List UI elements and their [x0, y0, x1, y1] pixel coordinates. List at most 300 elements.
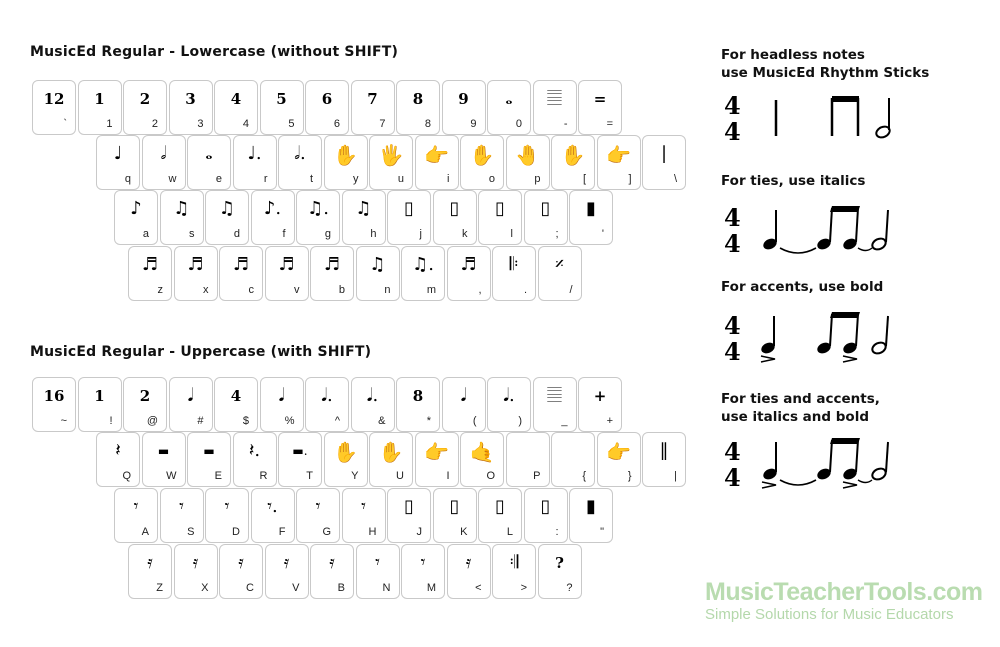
key-glyph: 𝄿 — [329, 552, 335, 573]
key-label: m — [426, 284, 436, 296]
key-label: U — [396, 470, 404, 482]
key-label: k — [462, 228, 468, 240]
key-glyph[interactable] — [401, 246, 445, 301]
key-label: M — [426, 582, 436, 594]
key-glyph[interactable] — [305, 377, 349, 432]
key-glyph: 👉 — [424, 143, 449, 167]
time-signature-bottom: 4 — [724, 463, 741, 492]
key-glyph: 12 — [43, 90, 65, 108]
key-glyph[interactable] — [387, 190, 431, 245]
key-glyph: ♪. — [263, 198, 282, 219]
key-glyph: 𝅝 — [205, 143, 213, 164]
hint-line: For headless notes — [721, 47, 865, 63]
key-label: N — [382, 582, 391, 594]
key-glyph: ▮ — [586, 198, 596, 219]
key-glyph: 𝄿 — [147, 552, 153, 573]
key-glyph[interactable] — [32, 80, 76, 135]
key-label: ' — [601, 228, 604, 240]
key-glyph[interactable] — [310, 246, 354, 301]
key-label: b — [338, 284, 345, 296]
key-glyph[interactable] — [538, 544, 582, 599]
example-accents — [722, 308, 902, 372]
key-label: L — [506, 526, 513, 538]
key-glyph[interactable] — [569, 190, 613, 245]
key-label: A — [141, 526, 149, 538]
key-glyph: ♩. — [247, 143, 262, 164]
key-label: T — [306, 470, 313, 482]
key-glyph[interactable] — [114, 190, 158, 245]
key-label: W — [166, 470, 177, 482]
key-glyph: 𝄚 — [547, 385, 562, 406]
key-glyph: ▬. — [292, 444, 308, 458]
key-label: ? — [566, 582, 573, 594]
key-label: O — [486, 470, 495, 482]
tie-curve — [858, 480, 872, 483]
key-glyph: 5 — [276, 90, 287, 108]
key-label: z — [157, 284, 163, 296]
key-label: " — [600, 526, 604, 538]
key-glyph: 𝅘𝅥. — [503, 385, 515, 406]
key-glyph[interactable] — [78, 377, 122, 432]
key-glyph[interactable] — [506, 432, 550, 487]
key-glyph[interactable] — [296, 488, 340, 543]
key-glyph[interactable] — [478, 190, 522, 245]
key-glyph: | — [660, 143, 668, 164]
key-glyph: 𝄽 — [115, 440, 121, 461]
key-glyph[interactable] — [169, 377, 213, 432]
key-label: @ — [146, 415, 158, 427]
key-glyph[interactable] — [78, 80, 122, 135]
key-glyph[interactable] — [356, 544, 400, 599]
key-label: d — [233, 228, 240, 240]
key-label: Q — [122, 470, 131, 482]
key-label: V — [292, 582, 300, 594]
key-label: E — [214, 470, 222, 482]
key-glyph — [507, 438, 549, 464]
note-stem — [830, 314, 832, 346]
example-ties — [722, 200, 902, 264]
key-glyph[interactable] — [433, 190, 477, 245]
key-glyph[interactable] — [401, 544, 445, 599]
key-label: x — [203, 284, 209, 296]
key-label: + — [606, 415, 613, 427]
key-label: Y — [351, 470, 359, 482]
key-glyph: = — [593, 90, 607, 108]
accent-mark — [843, 356, 857, 362]
key-glyph[interactable] — [578, 377, 622, 432]
key-glyph[interactable] — [142, 135, 186, 190]
key-glyph[interactable] — [324, 135, 368, 190]
key-label: { — [582, 470, 586, 482]
key-label: : — [555, 526, 559, 538]
key-glyph[interactable] — [310, 544, 354, 599]
key-glyph: 𝄆 — [509, 254, 519, 275]
key-glyph[interactable] — [305, 80, 349, 135]
key-glyph[interactable] — [324, 432, 368, 487]
key-glyph[interactable] — [251, 488, 295, 543]
key-glyph: 𝄾 — [224, 496, 230, 517]
key-glyph[interactable] — [114, 488, 158, 543]
key-glyph: 𝄿 — [465, 552, 472, 573]
key-glyph: 3 — [185, 90, 196, 108]
key-label: > — [520, 582, 527, 594]
key-label: y — [353, 173, 359, 185]
key-glyph[interactable] — [447, 544, 491, 599]
key-label: j — [419, 228, 422, 240]
accent-mark — [843, 482, 857, 488]
key-glyph: 𝅘𝅥 — [460, 385, 467, 406]
key-glyph: ♬ — [187, 254, 204, 275]
key-label: o — [488, 173, 495, 185]
key-label: w — [168, 173, 177, 185]
key-glyph: ✋ — [333, 440, 358, 464]
key-glyph: 𝅘𝅥 — [187, 385, 194, 406]
hint-line: For ties, use italics — [721, 173, 866, 189]
key-label: , — [478, 284, 482, 296]
key-label: < — [475, 582, 482, 594]
key-glyph[interactable] — [415, 135, 459, 190]
key-glyph[interactable] — [214, 377, 258, 432]
key-label: q — [124, 173, 131, 185]
key-glyph: ▬ — [203, 444, 215, 458]
key-glyph[interactable] — [342, 190, 386, 245]
key-glyph: ▯ — [404, 496, 414, 517]
key-glyph[interactable] — [142, 432, 186, 487]
key-glyph[interactable] — [205, 488, 249, 543]
key-glyph[interactable] — [478, 488, 522, 543]
key-label: 7 — [379, 118, 386, 130]
key-label: i — [447, 173, 450, 185]
key-label: * — [426, 415, 431, 427]
key-glyph[interactable] — [396, 377, 440, 432]
key-glyph[interactable] — [415, 432, 459, 487]
key-glyph: 𝅘𝅥. — [366, 385, 379, 406]
key-glyph[interactable] — [278, 432, 322, 487]
key-glyph[interactable] — [524, 488, 568, 543]
key-label: u — [397, 173, 404, 185]
key-label: } — [627, 470, 632, 482]
key-label: C — [246, 582, 254, 594]
key-label: s — [189, 228, 195, 240]
key-label: c — [248, 284, 254, 296]
key-glyph: ♫. — [307, 198, 329, 219]
accent-mark — [762, 482, 776, 488]
key-glyph[interactable] — [569, 488, 613, 543]
key-glyph[interactable] — [492, 544, 536, 599]
example-ties-accents — [722, 434, 902, 498]
key-label: D — [232, 526, 240, 538]
key-glyph: ♬ — [141, 254, 159, 275]
key-label: 0 — [515, 118, 522, 130]
key-glyph[interactable] — [460, 432, 504, 487]
key-label: | — [674, 470, 677, 482]
time-signature-bottom: 4 — [724, 337, 741, 366]
key-glyph[interactable] — [506, 135, 550, 190]
key-glyph: 𝄾. — [267, 496, 278, 517]
lowercase-title: MusicEd Regular - Lowercase (without SHIFT) — [30, 44, 399, 60]
key-glyph: ▯ — [404, 198, 414, 219]
uppercase-title: MusicEd Regular - Uppercase (with SHIFT) — [30, 344, 372, 360]
note-stem — [830, 208, 832, 242]
key-glyph[interactable] — [233, 432, 277, 487]
key-glyph: ♬ — [323, 254, 341, 275]
key-glyph: ▯ — [540, 496, 551, 517]
key-glyph[interactable] — [96, 135, 140, 190]
key-glyph: 2 — [139, 387, 151, 405]
key-glyph: 🤚 — [515, 143, 540, 167]
tie-curve — [780, 480, 816, 485]
key-glyph: ♫ — [369, 254, 386, 275]
key-glyph: 9 — [458, 90, 469, 108]
key-glyph: ▯ — [540, 198, 551, 219]
key-glyph[interactable] — [260, 80, 304, 135]
key-glyph[interactable] — [128, 544, 172, 599]
key-glyph: 𝄾 — [361, 496, 366, 517]
key-glyph[interactable] — [642, 135, 686, 190]
time-signature-bottom: 4 — [724, 229, 741, 258]
key-label: 1 — [106, 118, 113, 130]
key-glyph: ▬ — [157, 444, 170, 458]
key-glyph: ♫. — [412, 254, 434, 275]
key-glyph: 👉 — [606, 143, 631, 167]
key-label: = — [606, 118, 613, 130]
key-glyph[interactable] — [187, 432, 231, 487]
key-glyph: 8 — [412, 387, 424, 405]
key-label: p — [534, 173, 541, 185]
key-glyph: 𝄿 — [238, 552, 244, 573]
note-stem — [886, 210, 888, 242]
accent-mark — [761, 356, 775, 362]
hint-line: For accents, use bold — [721, 279, 884, 295]
key-glyph[interactable] — [492, 246, 536, 301]
time-signature-top: 4 — [724, 203, 741, 232]
key-glyph: 𝅘𝅥. — [321, 385, 333, 406]
key-glyph[interactable] — [597, 432, 641, 487]
key-glyph[interactable] — [174, 246, 218, 301]
key-glyph[interactable] — [356, 246, 400, 301]
key-glyph[interactable] — [578, 80, 622, 135]
key-glyph: 7 — [367, 90, 378, 108]
key-glyph[interactable] — [597, 135, 641, 190]
key-glyph: ✋ — [333, 143, 358, 167]
note-stem — [856, 314, 858, 346]
hint-ties-accents — [721, 390, 880, 426]
key-glyph: ✋ — [378, 440, 404, 464]
time-signature-top: 4 — [724, 437, 741, 466]
hint-headless-notes — [721, 46, 929, 82]
key-label: $ — [242, 415, 249, 427]
key-glyph[interactable] — [32, 377, 76, 432]
key-label: f — [282, 228, 286, 240]
key-label: . — [523, 284, 527, 296]
key-glyph: 👉 — [606, 440, 631, 464]
key-glyph[interactable] — [265, 544, 309, 599]
key-glyph: ♬ — [232, 254, 250, 275]
key-glyph[interactable] — [396, 80, 440, 135]
key-glyph: 👉 — [424, 440, 449, 464]
key-label: \ — [673, 173, 677, 185]
key-label: - — [563, 118, 568, 130]
key-glyph[interactable] — [442, 377, 486, 432]
key-glyph: + — [593, 387, 607, 405]
key-label: ; — [555, 228, 559, 240]
key-glyph[interactable] — [487, 80, 531, 135]
key-glyph[interactable] — [251, 190, 295, 245]
note-stem — [886, 442, 888, 472]
key-label: 5 — [288, 118, 295, 130]
key-label: ) — [518, 415, 522, 427]
tie-curve — [858, 248, 872, 251]
key-label: % — [284, 415, 295, 427]
key-glyph[interactable] — [219, 544, 263, 599]
key-glyph[interactable] — [524, 190, 568, 245]
key-label: H — [368, 526, 377, 538]
key-label: X — [201, 582, 209, 594]
key-glyph: 𝅘𝅥 — [278, 385, 285, 406]
key-glyph[interactable] — [442, 80, 486, 135]
key-glyph[interactable] — [169, 80, 213, 135]
key-glyph[interactable] — [123, 377, 167, 432]
key-glyph: ‖ — [659, 440, 669, 461]
key-label: R — [259, 470, 268, 482]
key-glyph: 𝄾 — [375, 552, 380, 573]
note-stem — [886, 316, 888, 346]
key-glyph[interactable] — [351, 377, 395, 432]
key-glyph[interactable] — [369, 135, 413, 190]
key-glyph: ♫ — [173, 198, 190, 219]
key-glyph: ▯ — [449, 496, 460, 517]
key-glyph: ♫ — [218, 198, 236, 219]
key-label: B — [337, 582, 345, 594]
hint-line: For ties and accents, — [721, 391, 880, 407]
time-signature-top: 4 — [724, 311, 741, 340]
key-label: ! — [109, 415, 113, 427]
key-glyph: 4 — [230, 90, 242, 108]
half-note-head — [871, 237, 888, 252]
hint-ties — [721, 172, 865, 190]
key-glyph[interactable] — [369, 432, 413, 487]
key-glyph[interactable] — [219, 246, 263, 301]
brand-name: MusicTeacherTools.com — [705, 578, 983, 606]
time-signature-bottom: 4 — [724, 117, 741, 146]
key-glyph[interactable] — [460, 135, 504, 190]
key-label: [ — [582, 173, 586, 185]
key-glyph: 𝅗𝅥 — [160, 143, 167, 164]
key-glyph[interactable] — [205, 190, 249, 245]
key-glyph[interactable] — [214, 80, 258, 135]
key-label: _ — [561, 415, 568, 427]
key-glyph[interactable] — [551, 432, 595, 487]
key-glyph[interactable] — [187, 135, 231, 190]
key-glyph: 1 — [94, 387, 105, 405]
key-glyph[interactable] — [433, 488, 477, 543]
key-glyph[interactable] — [160, 488, 204, 543]
key-glyph[interactable] — [487, 377, 531, 432]
key-glyph[interactable] — [233, 135, 277, 190]
key-glyph[interactable] — [260, 377, 304, 432]
key-glyph: ♩ — [113, 143, 123, 164]
key-glyph[interactable] — [533, 377, 577, 432]
key-label: 2 — [151, 118, 158, 130]
hint-line: use italics and bold — [721, 409, 869, 425]
note-beam — [830, 438, 860, 444]
key-glyph[interactable] — [265, 246, 309, 301]
half-note-head — [871, 341, 888, 356]
key-glyph: 6 — [321, 90, 333, 108]
key-glyph: 𝅝 — [505, 88, 513, 109]
key-label: t — [309, 173, 313, 185]
key-glyph[interactable] — [296, 190, 340, 245]
key-glyph: 𝄿 — [283, 552, 290, 573]
time-signature-top: 4 — [724, 91, 741, 120]
key-glyph: ♬ — [460, 254, 477, 275]
key-label: l — [510, 228, 513, 240]
key-glyph[interactable] — [387, 488, 431, 543]
key-glyph: ▯ — [449, 198, 460, 219]
brand-logo — [705, 578, 985, 624]
key-label: ( — [472, 415, 477, 427]
key-label: ] — [628, 173, 632, 185]
key-glyph: 2 — [139, 90, 151, 108]
key-glyph: ♬ — [278, 254, 295, 275]
key-glyph[interactable] — [128, 246, 172, 301]
key-glyph[interactable] — [342, 488, 386, 543]
key-glyph: 1 — [94, 90, 105, 108]
key-glyph: ▮ — [586, 496, 596, 517]
key-label: F — [278, 526, 286, 538]
key-glyph[interactable] — [533, 80, 577, 135]
key-glyph[interactable] — [160, 190, 204, 245]
key-glyph[interactable] — [123, 80, 167, 135]
note-stem — [856, 440, 858, 472]
key-label: Z — [156, 582, 163, 594]
key-label: P — [533, 470, 541, 482]
key-label: # — [197, 415, 204, 427]
key-glyph[interactable] — [642, 432, 686, 487]
half-note-head — [871, 467, 888, 482]
key-label: g — [324, 228, 331, 240]
key-glyph[interactable] — [351, 80, 395, 135]
note-stem — [856, 208, 858, 242]
key-glyph: ✋ — [560, 143, 586, 167]
key-glyph: 𝄿 — [192, 552, 199, 573]
key-glyph: 𝄾 — [315, 496, 321, 517]
key-label: 9 — [470, 118, 477, 130]
note-beam — [830, 312, 860, 318]
key-glyph: 𝄇 — [509, 552, 519, 573]
key-label: G — [322, 526, 331, 538]
key-label: K — [460, 526, 468, 538]
key-glyph: 🖐 — [378, 143, 404, 167]
key-glyph: 𝄎 — [555, 254, 564, 275]
key-glyph[interactable] — [447, 246, 491, 301]
key-glyph: 𝄾 — [179, 496, 184, 517]
key-label: r — [263, 173, 268, 185]
key-glyph: ▯ — [495, 496, 505, 517]
key-glyph[interactable] — [538, 246, 582, 301]
key-glyph: ♪ — [130, 198, 142, 219]
key-label: h — [370, 228, 377, 240]
key-glyph[interactable] — [96, 432, 140, 487]
key-glyph[interactable] — [278, 135, 322, 190]
key-glyph: 𝅗𝅥. — [294, 143, 306, 164]
key-glyph[interactable] — [551, 135, 595, 190]
key-label: ~ — [60, 415, 67, 427]
note-beam — [830, 206, 860, 212]
example-headless-notes — [722, 88, 902, 152]
key-glyph[interactable] — [174, 544, 218, 599]
hint-accents — [721, 278, 883, 296]
